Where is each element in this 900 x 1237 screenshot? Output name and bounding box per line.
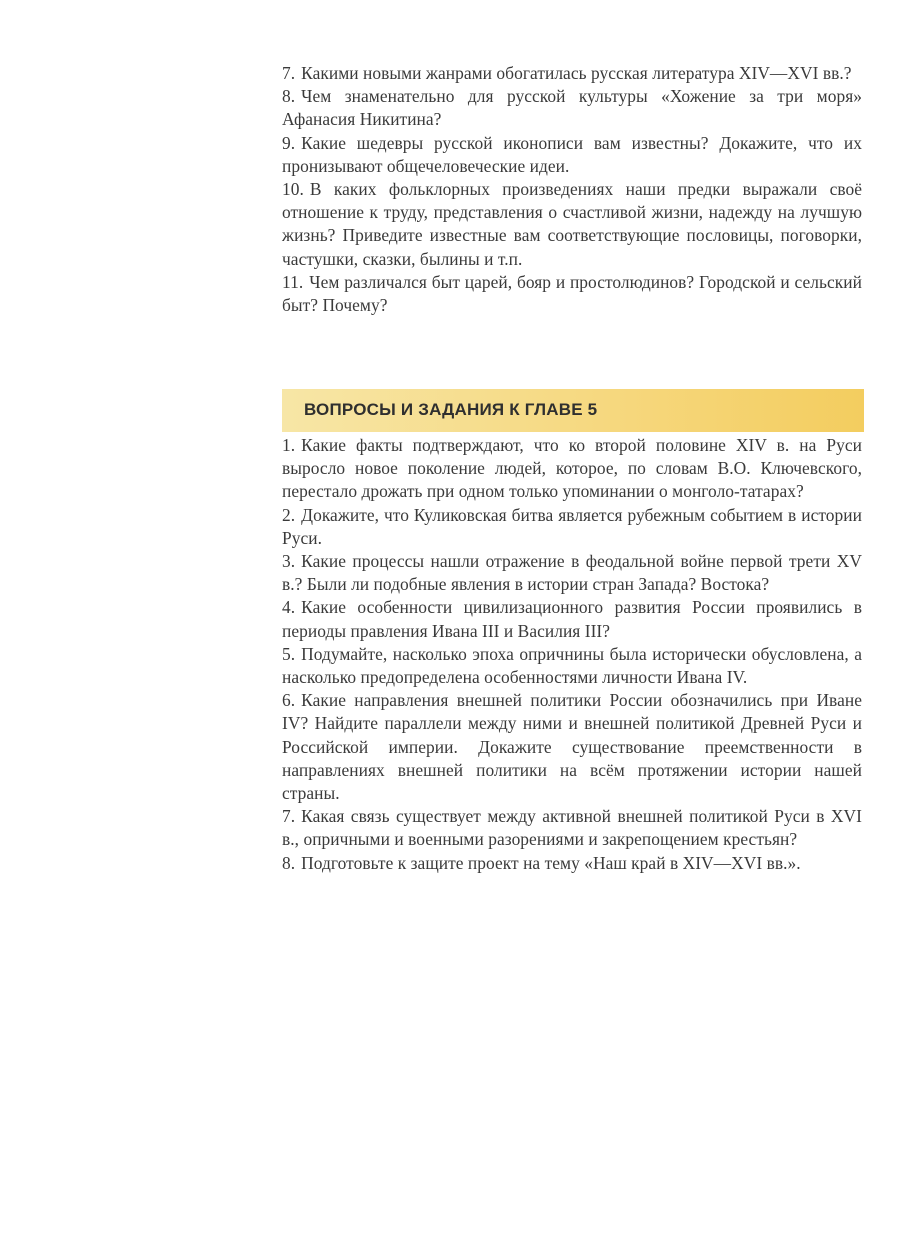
question-number: 11. [282, 271, 304, 292]
question-text: Докажите, что Куликовская битва является рубежным событием в истории Руси. [282, 504, 862, 548]
question-item [282, 805, 862, 851]
question-text: Какие факты подтверждают, что ко второй половине XIV в. на Руси выросло новое поколение людей, которое, по словам В.О. Ключевского, перестало дрожать при одном только упоминании о монголо-татарах? [282, 435, 862, 502]
question-item [282, 596, 862, 642]
question-text: Какие шедевры русской иконописи вам известны? Докажите, что их пронизывают общечеловеческие идеи. [282, 132, 862, 176]
question-item [282, 643, 862, 689]
question-number: 7. [282, 63, 296, 83]
question-number: 7. [282, 806, 296, 827]
question-text: Какая связь существует между активной внешней политикой Руси в XVI в., опричными и военными разорениями и закрепощением крестьян? [282, 806, 862, 850]
question-number: 9. [282, 132, 296, 153]
question-item [282, 178, 862, 271]
question-number: 10. [282, 179, 304, 200]
question-number: 6. [282, 690, 296, 711]
question-number: 8. [282, 86, 296, 107]
question-text: Какие процессы нашли отражение в феодальной войне первой трети XV в.? Были ли подобные явления в истории стран Запада? Востока? [282, 551, 862, 595]
question-number: 3. [282, 551, 296, 572]
question-number: 5. [282, 643, 296, 664]
question-item [282, 85, 862, 131]
question-text: Чем различался быт царей, бояр и простолюдинов? Городской и сельский быт? Почему? [282, 271, 862, 316]
question-item [282, 852, 862, 875]
question-number: 8. [282, 852, 296, 873]
question-item [282, 550, 862, 596]
question-number: 1. [282, 435, 296, 455]
question-text: Какие направления внешней политики России обозначились при Иване IV? Найдите параллели между ними и внешней политикой Древней Руси и Российской империи. Докажите существование преемственности в направлениях внешней политики на всём протяжении истории нашей страны. [282, 690, 862, 804]
section-title: ВОПРОСЫ И ЗАДАНИЯ К ГЛАВЕ 5 [304, 400, 598, 419]
question-item [282, 434, 862, 504]
question-text: Чем знаменательно для русской культуры «Хожение за три моря» Афанасия Никитина? [282, 86, 862, 130]
chapter-questions-header [282, 389, 864, 432]
question-number: 2. [282, 504, 296, 525]
previous-questions-list [282, 62, 862, 317]
question-text: Какие особенности цивилизационного развития России проявились в периоды правления Ивана III и Василия III? [282, 597, 862, 641]
question-text: Подготовьте к защите проект на тему «Наш край в XIV—XVI вв.». [301, 852, 801, 873]
question-item [282, 62, 862, 85]
question-text: В каких фольклорных произведениях наши предки выражали своё отношение к труду, представления о счастливой жизни, надежду на лучшую жизнь? Приведите известные вам соответствующие пословицы, поговорки, частушки, сказки, былины и т.п. [282, 179, 862, 269]
question-item [282, 271, 862, 317]
question-text: Подумайте, насколько эпоха опричнины была исторически обусловлена, а насколько предопределена особенностями личности Ивана IV. [282, 643, 862, 688]
question-item [282, 689, 862, 805]
question-item [282, 504, 862, 550]
question-item [282, 132, 862, 178]
chapter-questions-list [282, 434, 862, 875]
question-text: Какими новыми жанрами обогатилась русская литература XIV—XVI вв.? [301, 63, 852, 83]
question-number: 4. [282, 597, 296, 618]
